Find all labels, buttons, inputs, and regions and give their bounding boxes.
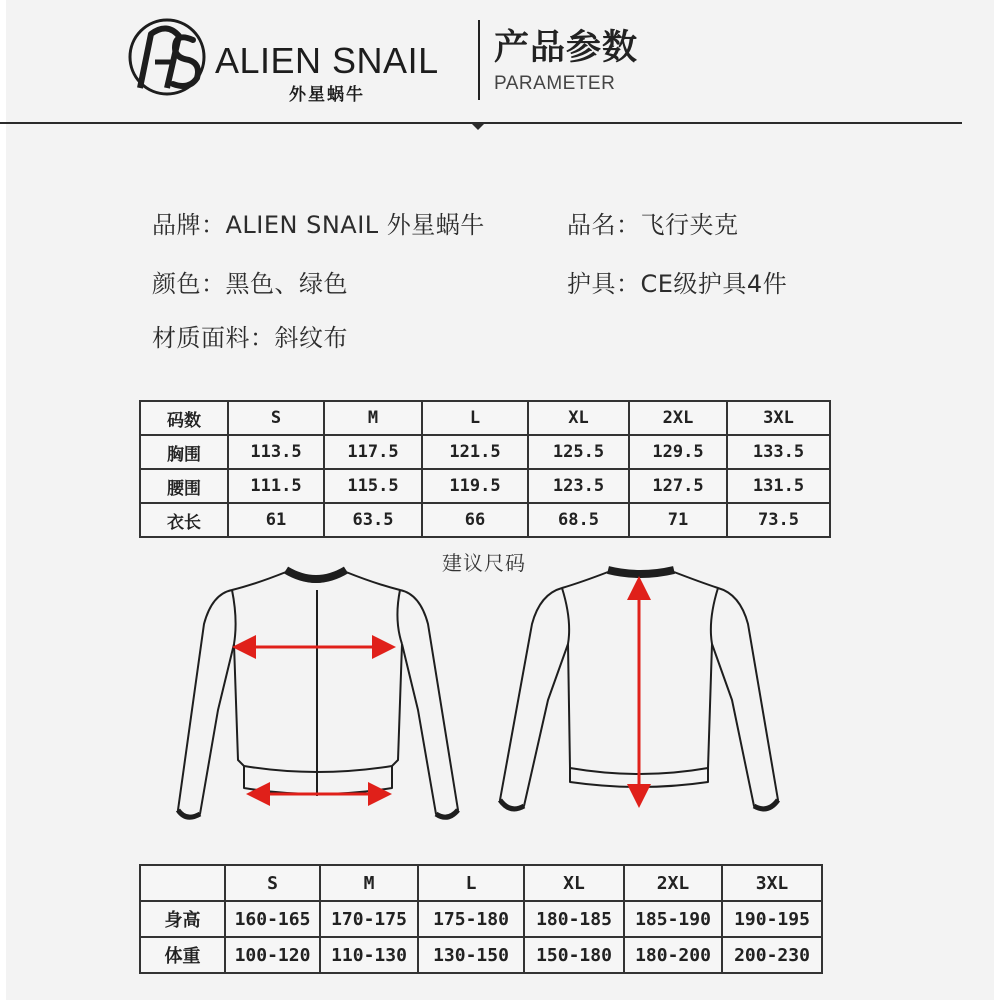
recommend-size-table bbox=[139, 864, 823, 974]
table-cell: 175-180 bbox=[418, 901, 524, 937]
table-header-cell: S bbox=[225, 865, 320, 901]
table-row bbox=[140, 937, 822, 973]
info-protection: 护具：CE级护具4件 bbox=[567, 270, 788, 298]
table-cell: 123.5 bbox=[528, 469, 629, 503]
jacket-front-icon bbox=[174, 560, 474, 830]
table-cell: 150-180 bbox=[524, 937, 624, 973]
table-header-cell: L bbox=[422, 401, 528, 435]
header-divider bbox=[478, 20, 480, 100]
table-cell: 133.5 bbox=[727, 435, 830, 469]
brand-name-en: ALIEN SNAIL bbox=[215, 40, 439, 81]
table-header-cell: 2XL bbox=[629, 401, 727, 435]
table-header-cell: XL bbox=[524, 865, 624, 901]
table-cell: 125.5 bbox=[528, 435, 629, 469]
table-row bbox=[140, 503, 830, 537]
table-cell: 71 bbox=[629, 503, 727, 537]
size-chart-table bbox=[139, 400, 831, 538]
row-label-weight: 体重 bbox=[140, 937, 225, 973]
table-row bbox=[140, 901, 822, 937]
table-cell: 129.5 bbox=[629, 435, 727, 469]
table-cell: 113.5 bbox=[228, 435, 324, 469]
table-cell: 61 bbox=[228, 503, 324, 537]
table-row bbox=[140, 469, 830, 503]
row-label-height: 身高 bbox=[140, 901, 225, 937]
table-cell: 200-230 bbox=[722, 937, 822, 973]
table-cell: 115.5 bbox=[324, 469, 422, 503]
table-row bbox=[140, 435, 830, 469]
table-cell: 190-195 bbox=[722, 901, 822, 937]
alien-snail-logo-icon bbox=[127, 14, 207, 100]
table-cell: 117.5 bbox=[324, 435, 422, 469]
brand-logo bbox=[127, 14, 472, 104]
table-cell: 127.5 bbox=[629, 469, 727, 503]
info-material: 材质面料：斜纹布 bbox=[152, 324, 348, 352]
table-header-cell: L bbox=[418, 865, 524, 901]
table-header-cell: 2XL bbox=[624, 865, 722, 901]
table-cell: 63.5 bbox=[324, 503, 422, 537]
table-header-row bbox=[140, 865, 822, 901]
table-header-cell: 码数 bbox=[140, 401, 228, 435]
table-cell: 73.5 bbox=[727, 503, 830, 537]
table-cell: 130-150 bbox=[418, 937, 524, 973]
row-label-length: 衣长 bbox=[140, 503, 228, 537]
info-product-name: 品名：飞行夹克 bbox=[567, 211, 739, 239]
info-brand: 品牌：ALIEN SNAIL 外星蜗牛 bbox=[152, 211, 485, 239]
table-cell: 110-130 bbox=[320, 937, 418, 973]
table-header-cell: M bbox=[324, 401, 422, 435]
table-cell: 185-190 bbox=[624, 901, 722, 937]
table-cell: 66 bbox=[422, 503, 528, 537]
recommend-size-caption: 建议尺码 bbox=[442, 551, 526, 575]
table-header-cell: 3XL bbox=[722, 865, 822, 901]
table-header-cell: S bbox=[228, 401, 324, 435]
info-color: 颜色：黑色、绿色 bbox=[152, 270, 348, 298]
row-label-chest: 胸围 bbox=[140, 435, 228, 469]
table-cell: 180-185 bbox=[524, 901, 624, 937]
table-header-cell bbox=[140, 865, 225, 901]
table-cell: 131.5 bbox=[727, 469, 830, 503]
table-cell: 170-175 bbox=[320, 901, 418, 937]
row-label-waist: 腰围 bbox=[140, 469, 228, 503]
page-subtitle: PARAMETER bbox=[494, 73, 616, 94]
jacket-back-icon bbox=[496, 560, 786, 820]
table-cell: 180-200 bbox=[624, 937, 722, 973]
table-header-row bbox=[140, 401, 830, 435]
table-cell: 68.5 bbox=[528, 503, 629, 537]
table-cell: 160-165 bbox=[225, 901, 320, 937]
table-header-cell: M bbox=[320, 865, 418, 901]
table-cell: 121.5 bbox=[422, 435, 528, 469]
header-pointer-icon bbox=[471, 123, 485, 130]
table-header-cell: 3XL bbox=[727, 401, 830, 435]
table-cell: 100-120 bbox=[225, 937, 320, 973]
table-header-cell: XL bbox=[528, 401, 629, 435]
left-white-edge bbox=[0, 0, 6, 1000]
page-title: 产品参数 bbox=[494, 28, 639, 68]
table-cell: 119.5 bbox=[422, 469, 528, 503]
right-white-edge bbox=[994, 0, 1000, 1000]
brand-name-cn: 外星蜗牛 bbox=[289, 85, 365, 105]
table-cell: 111.5 bbox=[228, 469, 324, 503]
